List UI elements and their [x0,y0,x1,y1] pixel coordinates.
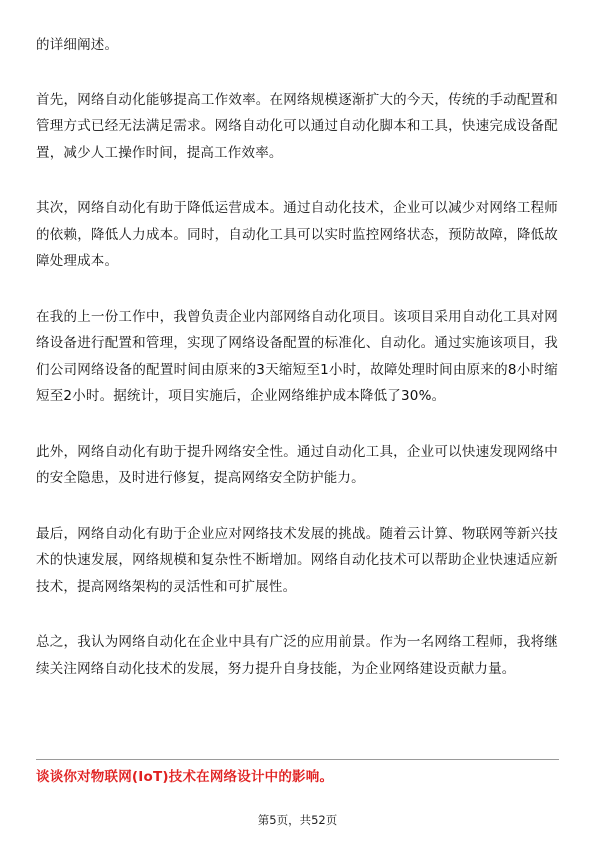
document-body [36,32,558,711]
paragraph-project-experience: 在我的上一份工作中，我曾负责企业内部网络自动化项目。该项目采用自动化工具对网络设备进行配置和管理，实现了网络设备配置的标准化、自动化。通过实施该项目，我们公司网络设备的配置时间由原来的3天缩短至1小时，故障处理时间由原来的8小时缩短至2小时。据统计，项目实施后，企业网络维护成本降低了30%。 [36,308,558,404]
page-number: 第5页，共52页 [257,813,338,827]
paragraph-security: 此外，网络自动化有助于提升网络安全性。通过自动化工具，企业可以快速发现网络中的安全隐患，及时进行修复，提高网络安全防护能力。 [36,443,558,486]
section-divider [36,759,559,760]
interview-question: 谈谈你对物联网(IoT)技术在网络设计中的影响。 [36,769,334,785]
paragraph-continuation: 的详细阐述。 [36,37,119,53]
paragraph-conclusion: 总之，我认为网络自动化在企业中具有广泛的应用前景。作为一名网络工程师，我将继续关注网络自动化技术的发展，努力提升自身技能，为企业网络建设贡献力量。 [36,634,558,677]
paragraph-challenges: 最后，网络自动化有助于企业应对网络技术发展的挑战。随着云计算、物联网等新兴技术的快速发展，网络规模和复杂性不断增加。网络自动化技术可以帮助企业快速适应新技术，提高网络架构的灵活性和可扩展性。 [36,525,558,595]
paragraph-efficiency: 首先，网络自动化能够提高工作效率。在网络规模逐渐扩大的今天，传统的手动配置和管理方式已经无法满足需求。网络自动化可以通过自动化脚本和工具，快速完成设备配置，减少人工操作时间，提高工作效率。 [36,91,558,161]
paragraph-cost: 其次，网络自动化有助于降低运营成本。通过自动化技术，企业可以减少对网络工程师的依赖，降低人力成本。同时，自动化工具可以实时监控网络状态，预防故障，降低故障处理成本。 [36,200,558,269]
